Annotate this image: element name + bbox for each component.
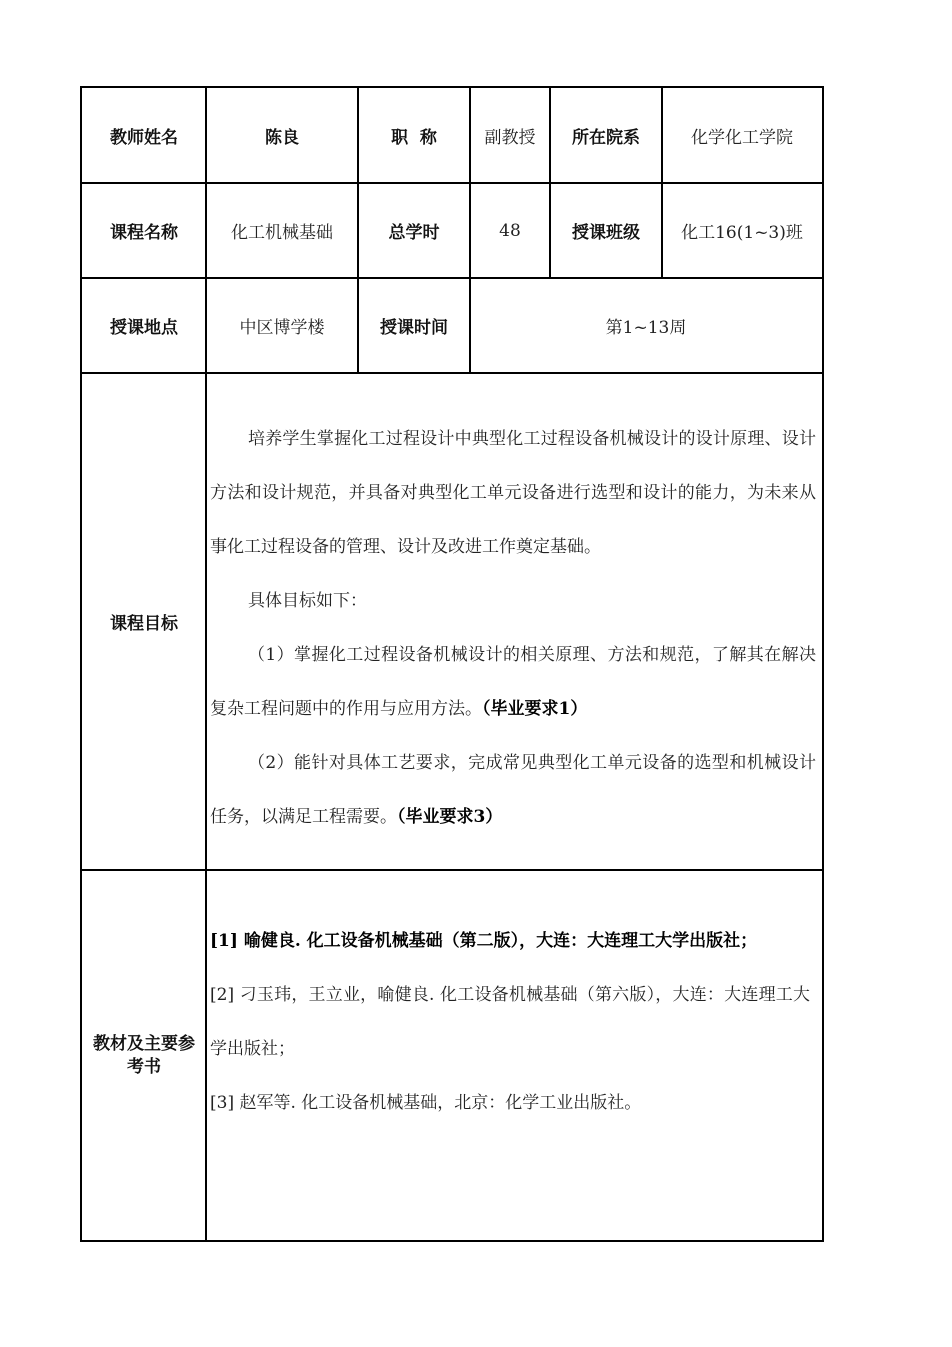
- total-hours-label: 总学时: [388, 223, 440, 243]
- objectives-intro: 培养学生掌握化工过程设计中典型化工过程设备机械设计的设计原理、设计方法和设计规范，并具备对典型化工单元设备进行选型和设计的能力，为未来从事化工过程设备的管理、设计及改进工作奠定基础。: [210, 429, 816, 557]
- references-label: 教材及主要参考书: [93, 1034, 195, 1077]
- objective-item-1-text: （1）掌握化工过程设备机械设计的相关原理、方法和规范，了解其在解决复杂工程问题中的作用与应用方法。: [210, 645, 816, 719]
- objective-item-2-text: （2）能针对具体工艺要求，完成常见典型化工单元设备的选型和机械设计任务，以满足工程需要。: [210, 753, 816, 827]
- reference-item-2: [2] 刁玉玮，王立业，喻健良. 化工设备机械基础（第六版），大连：大连理工大学出版社；: [210, 985, 810, 1059]
- reference-item-3: [3] 赵军等. 化工设备机械基础，北京：化学工业出版社。: [210, 1093, 642, 1113]
- class-value: 化工16(1~3)班: [681, 223, 803, 243]
- schedule-value: 第1~13周: [605, 318, 687, 338]
- reference-item-1: [1] 喻健良. 化工设备机械基础（第二版），大连：大连理工大学出版社；: [210, 931, 758, 951]
- schedule-label: 授课时间: [380, 318, 448, 338]
- teacher-name-value: 陈良: [265, 128, 299, 148]
- objective-item-1: [210, 628, 816, 736]
- teacher-name-label: 教师姓名: [110, 128, 178, 148]
- objective-item-2-requirement: （毕业要求3）: [397, 807, 503, 827]
- department-value: 化学化工学院: [691, 128, 793, 148]
- total-hours-value: 48: [499, 220, 521, 241]
- references-content: [210, 914, 810, 1130]
- job-title-value: 副教授: [484, 128, 536, 148]
- course-info-table: [80, 86, 824, 1242]
- location-value: 中区博学楼: [239, 318, 325, 338]
- objective-item-2: [210, 736, 816, 844]
- location-label: 授课地点: [110, 318, 178, 338]
- objectives-heading: 具体目标如下：: [248, 591, 367, 611]
- class-label: 授课班级: [572, 223, 640, 243]
- objectives-label: 课程目标: [110, 614, 178, 634]
- department-label: 所在院系: [572, 128, 640, 148]
- objectives-content: [210, 412, 816, 844]
- objective-item-1-requirement: （毕业要求1）: [482, 699, 588, 719]
- course-name-label: 课程名称: [110, 223, 178, 243]
- job-title-label: 职 称: [391, 128, 437, 148]
- course-name-value: 化工机械基础: [231, 223, 333, 243]
